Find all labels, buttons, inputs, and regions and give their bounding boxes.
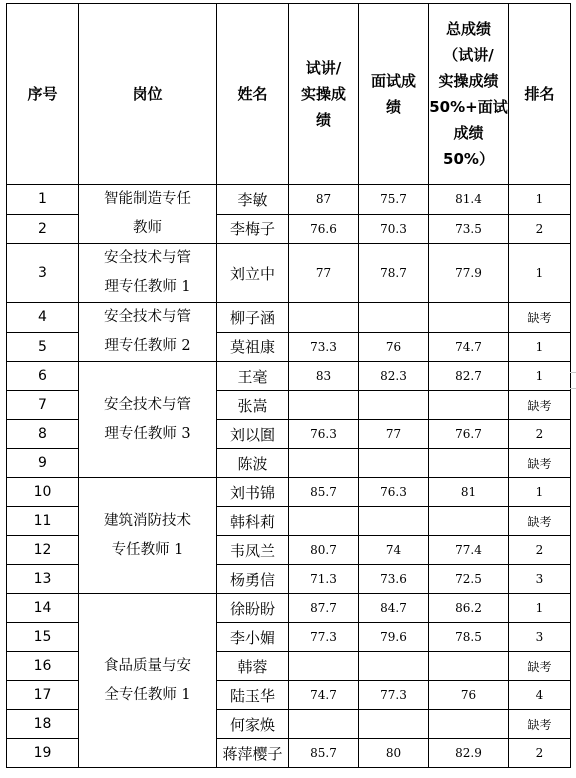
cell-index: 2 <box>7 214 79 244</box>
cell-total <box>429 449 509 478</box>
cell-lecture <box>289 710 359 739</box>
position-line: 理专任教师 1 <box>104 279 191 295</box>
cell-lecture: 73.3 <box>289 332 359 362</box>
cell-total: 86.2 <box>429 594 509 623</box>
header-lecture-line: 试讲/ <box>305 59 342 77</box>
cell-rank: 1 <box>509 244 571 303</box>
cell-name: 韩科莉 <box>217 507 289 536</box>
cell-position <box>79 244 217 303</box>
cell-index: 3 <box>7 244 79 303</box>
cell-interview <box>359 710 429 739</box>
cell-name: 张嵩 <box>217 391 289 420</box>
cell-index: 4 <box>7 303 79 333</box>
cell-lecture: 74.7 <box>289 681 359 710</box>
cell-index: 18 <box>7 710 79 739</box>
cell-name: 徐盼盼 <box>217 594 289 623</box>
cell-total <box>429 391 509 420</box>
position-line: 智能制造专任 <box>104 191 191 207</box>
cell-index: 13 <box>7 565 79 594</box>
edge-mark <box>570 372 576 373</box>
cell-index: 9 <box>7 449 79 478</box>
edge-mark <box>570 388 576 389</box>
cell-rank: 1 <box>509 185 571 215</box>
header-interview-score <box>359 4 429 185</box>
position-line: 教师 <box>133 220 162 236</box>
cell-total: 82.9 <box>429 739 509 768</box>
cell-index: 5 <box>7 332 79 362</box>
cell-lecture: 83 <box>289 362 359 391</box>
position-line: 安全技术与管 <box>104 309 191 325</box>
cell-name: 陈波 <box>217 449 289 478</box>
cell-lecture: 87.7 <box>289 594 359 623</box>
header-rank: 排名 <box>509 4 571 185</box>
cell-rank: 1 <box>509 478 571 507</box>
cell-interview: 76 <box>359 332 429 362</box>
cell-total <box>429 652 509 681</box>
cell-interview: 77.3 <box>359 681 429 710</box>
cell-index: 1 <box>7 185 79 215</box>
cell-interview: 74 <box>359 536 429 565</box>
cell-rank: 3 <box>509 565 571 594</box>
cell-name: 李小媚 <box>217 623 289 652</box>
table-row <box>7 362 571 391</box>
table-row <box>7 185 571 215</box>
cell-position <box>79 594 217 768</box>
cell-total <box>429 303 509 333</box>
cell-interview <box>359 652 429 681</box>
table-row <box>7 303 571 333</box>
header-total-line: 成绩 <box>453 124 484 142</box>
cell-index: 15 <box>7 623 79 652</box>
cell-interview: 79.6 <box>359 623 429 652</box>
cell-rank: 缺考 <box>509 449 571 478</box>
cell-lecture <box>289 303 359 333</box>
cell-rank: 3 <box>509 623 571 652</box>
cell-interview: 75.7 <box>359 185 429 215</box>
cell-rank: 2 <box>509 214 571 244</box>
cell-rank: 1 <box>509 594 571 623</box>
cell-name: 韦凤兰 <box>217 536 289 565</box>
table-row <box>7 478 571 507</box>
position-line: 建筑消防技术 <box>104 512 191 529</box>
cell-name: 刘书锦 <box>217 478 289 507</box>
cell-rank: 4 <box>509 681 571 710</box>
cell-lecture: 76.3 <box>289 420 359 449</box>
header-name: 姓名 <box>217 4 289 185</box>
cell-lecture: 76.6 <box>289 214 359 244</box>
cell-name: 李梅子 <box>217 214 289 244</box>
cell-interview: 82.3 <box>359 362 429 391</box>
cell-lecture <box>289 391 359 420</box>
cell-interview <box>359 303 429 333</box>
cell-lecture: 87 <box>289 185 359 215</box>
cell-rank: 缺考 <box>509 710 571 739</box>
header-lecture-score <box>289 4 359 185</box>
header-position: 岗位 <box>79 4 217 185</box>
header-total-line: （试讲/ <box>443 46 494 64</box>
cell-rank: 1 <box>509 332 571 362</box>
position-line: 食品质量与安 <box>104 657 191 674</box>
header-total-line: 50%+面试 <box>429 98 508 116</box>
cell-total: 78.5 <box>429 623 509 652</box>
position-line: 理专任教师 2 <box>104 338 191 354</box>
cell-lecture: 71.3 <box>289 565 359 594</box>
cell-rank: 1 <box>509 362 571 391</box>
cell-interview: 78.7 <box>359 244 429 303</box>
table-row <box>7 244 571 303</box>
cell-interview <box>359 449 429 478</box>
score-table <box>6 3 571 768</box>
cell-index: 11 <box>7 507 79 536</box>
position-line: 安全技术与管 <box>104 396 191 413</box>
cell-index: 17 <box>7 681 79 710</box>
cell-index: 6 <box>7 362 79 391</box>
cell-name: 王毫 <box>217 362 289 391</box>
position-line: 理专任教师 3 <box>104 425 191 442</box>
cell-lecture: 77 <box>289 244 359 303</box>
cell-name: 刘立中 <box>217 244 289 303</box>
cell-total: 76.7 <box>429 420 509 449</box>
cell-total: 72.5 <box>429 565 509 594</box>
cell-name: 蒋萍樱子 <box>217 739 289 768</box>
cell-rank: 2 <box>509 536 571 565</box>
cell-total <box>429 710 509 739</box>
cell-rank: 缺考 <box>509 652 571 681</box>
cell-interview: 77 <box>359 420 429 449</box>
cell-interview: 80 <box>359 739 429 768</box>
cell-name: 柳子涵 <box>217 303 289 333</box>
cell-lecture: 80.7 <box>289 536 359 565</box>
cell-name: 杨勇信 <box>217 565 289 594</box>
cell-index: 12 <box>7 536 79 565</box>
cell-total: 76 <box>429 681 509 710</box>
cell-rank: 2 <box>509 420 571 449</box>
cell-lecture <box>289 507 359 536</box>
cell-index: 10 <box>7 478 79 507</box>
cell-index: 16 <box>7 652 79 681</box>
header-index: 序号 <box>7 4 79 185</box>
cell-name: 陆玉华 <box>217 681 289 710</box>
cell-position <box>79 185 217 244</box>
position-line: 专任教师 1 <box>111 541 184 558</box>
cell-name: 李敏 <box>217 185 289 215</box>
cell-position <box>79 478 217 594</box>
cell-total: 81.4 <box>429 185 509 215</box>
header-row <box>7 4 571 185</box>
header-total-line: 实操成绩 <box>438 72 499 90</box>
header-total-line: 总成绩 <box>445 20 491 38</box>
cell-interview <box>359 507 429 536</box>
cell-index: 8 <box>7 420 79 449</box>
cell-lecture: 85.7 <box>289 739 359 768</box>
cell-interview: 70.3 <box>359 214 429 244</box>
table-row <box>7 594 571 623</box>
cell-name: 莫祖康 <box>217 332 289 362</box>
cell-total: 82.7 <box>429 362 509 391</box>
cell-total: 81 <box>429 478 509 507</box>
header-total-line: 50%） <box>443 150 494 168</box>
cell-rank: 缺考 <box>509 507 571 536</box>
cell-total: 73.5 <box>429 214 509 244</box>
cell-total <box>429 507 509 536</box>
cell-total: 77.9 <box>429 244 509 303</box>
position-line: 全专任教师 1 <box>104 686 191 703</box>
cell-name: 刘以圎 <box>217 420 289 449</box>
header-lecture-line: 绩 <box>315 111 331 129</box>
cell-index: 19 <box>7 739 79 768</box>
cell-position <box>79 303 217 362</box>
cell-interview: 84.7 <box>359 594 429 623</box>
cell-rank: 缺考 <box>509 303 571 333</box>
header-interview-line: 绩 <box>385 98 401 116</box>
cell-interview: 76.3 <box>359 478 429 507</box>
cell-interview <box>359 391 429 420</box>
cell-name: 韩蓉 <box>217 652 289 681</box>
cell-rank: 缺考 <box>509 391 571 420</box>
header-total-score <box>429 4 509 185</box>
cell-total: 74.7 <box>429 332 509 362</box>
cell-lecture: 77.3 <box>289 623 359 652</box>
cell-interview: 73.6 <box>359 565 429 594</box>
cell-index: 7 <box>7 391 79 420</box>
position-line: 安全技术与管 <box>104 250 191 266</box>
cell-index: 14 <box>7 594 79 623</box>
cell-lecture <box>289 449 359 478</box>
header-lecture-line: 实操成 <box>300 85 346 103</box>
cell-rank: 2 <box>509 739 571 768</box>
cell-lecture: 85.7 <box>289 478 359 507</box>
header-interview-line: 面试成 <box>370 72 416 90</box>
cell-lecture <box>289 652 359 681</box>
cell-name: 何家焕 <box>217 710 289 739</box>
cell-position <box>79 362 217 478</box>
cell-total: 77.4 <box>429 536 509 565</box>
